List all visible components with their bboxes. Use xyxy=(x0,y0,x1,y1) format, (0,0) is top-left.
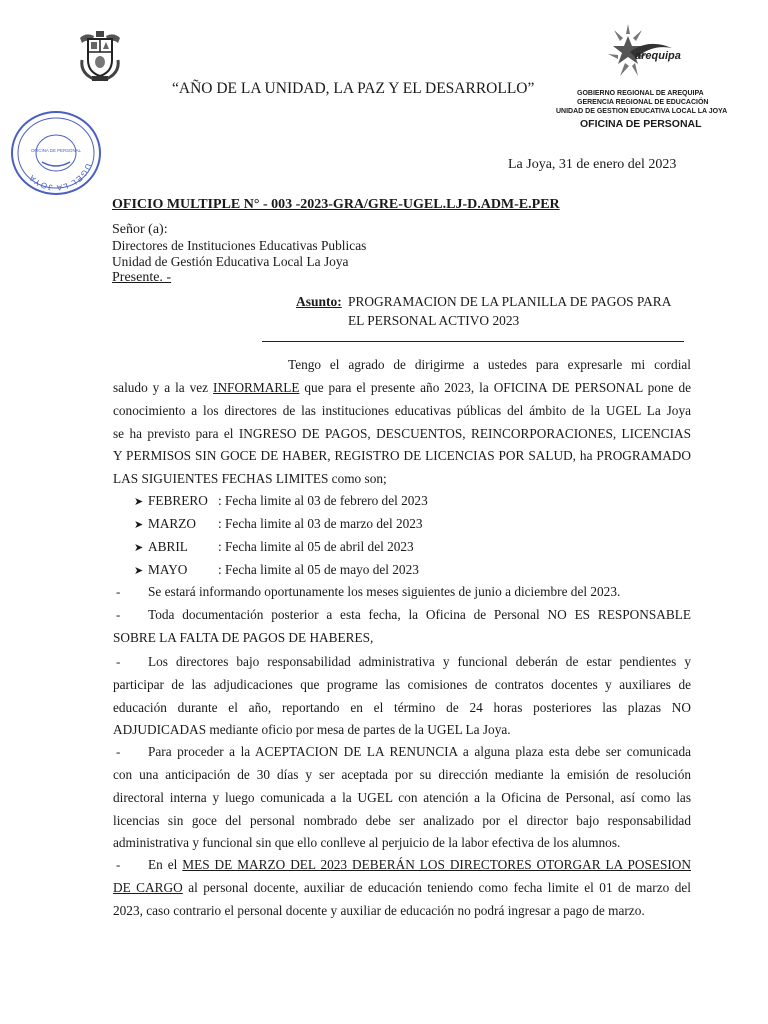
arrow-bullet-icon: ➤ xyxy=(134,565,144,577)
paragraph-line: Para proceder a la ACEPTACION DE LA RENUNCIA a alguna plaza esta debe ser comunicada xyxy=(148,744,691,759)
dash-bullet: - xyxy=(116,607,121,622)
paragraph-line: Y PERMISOS SIN GOCE DE HABER, REGISTRO DE LICENCIAS POR SALUD, ha PROGRAMADO xyxy=(113,448,691,463)
arrow-bullet-icon: ➤ xyxy=(134,496,144,508)
salutation: Señor (a): xyxy=(112,222,168,237)
document-date: La Joya, 31 de enero del 2023 xyxy=(508,157,677,172)
dash-bullet: - xyxy=(116,744,121,759)
paragraph-line: 2023, caso contrario el personal docente y auxiliar de educación no podrá ingresar a pago de marzo. xyxy=(113,903,645,918)
subject-divider xyxy=(262,341,684,342)
arrow-bullet-icon: ➤ xyxy=(134,519,144,531)
paragraph-line: administrativa y funcional sin que ello conlleve al perjuicio de la labor efectiva de los alumnos. xyxy=(113,835,621,850)
deadline-item: ➤ MAYO : Fecha limite al 05 de mayo del 2023 xyxy=(134,562,419,577)
paragraph-line: Toda documentación posterior a esta fecha, la Oficina de Personal NO ES RESPONSABLE xyxy=(148,607,691,622)
deadline-item: ➤ ABRIL : Fecha limite al 05 de abril del 2023 xyxy=(134,539,414,554)
motto-text: “AÑO DE LA UNIDAD, LA PAZ Y EL DESARROLLO” xyxy=(172,80,535,97)
recipient-line: Unidad de Gestión Educativa Local La Joya xyxy=(112,254,349,269)
recipient-line: Directores de Instituciones Educativas Publicas xyxy=(112,238,367,253)
org-line-2: GERENCIA REGIONAL DE EDUCACIÓN xyxy=(577,99,709,106)
subject-label: Asunto: xyxy=(296,294,342,309)
logo-text: arequipa xyxy=(635,50,681,62)
paragraph-line: conocimiento a los directores de las instituciones educativas públicas del ámbito de la UGEL La Joya xyxy=(113,403,691,418)
subject-text: EL PERSONAL ACTIVO 2023 xyxy=(348,313,520,328)
org-line-1: GOBIERNO REGIONAL DE AREQUIPA xyxy=(577,90,704,97)
paragraph-line: DE CARGO al personal docente, auxiliar de educación teniendo como fecha limite el 01 de marzo del xyxy=(113,880,691,895)
paragraph-line: ADJUDICADAS mediante oficio por mesa de partes de la UGEL La Joya. xyxy=(113,722,511,737)
subject-text: PROGRAMACION DE LA PLANILLA DE PAGOS PARA xyxy=(348,294,672,309)
paragraph-line: SOBRE LA FALTA DE PAGOS DE HABERES, xyxy=(113,630,374,645)
paragraph-line: saludo y a la vez INFORMARLE que para el presente año 2023, la OFICINA DE PERSONAL pone de xyxy=(113,380,691,395)
paragraph-line: se ha previsto para el INGRESO DE PAGOS, DESCUENTOS, REINCORPORACIONES, LICENCIAS xyxy=(113,426,691,441)
paragraph-line: con una anticipación de 30 días y ser aceptada por su dirección mediante la emisión de resolución xyxy=(113,767,691,782)
org-line-4: OFICINA DE PERSONAL xyxy=(580,118,702,130)
org-line-3: UNIDAD DE GESTION EDUCATIVA LOCAL LA JOYA xyxy=(556,108,728,115)
official-seal-stamp xyxy=(10,110,102,196)
emphasis-text: INFORMARLE xyxy=(213,380,300,395)
dash-bullet: - xyxy=(116,857,121,872)
emphasis-text: MES DE MARZO DEL 2023 DEBERÁN LOS DIRECTORES OTORGAR LA POSESION xyxy=(182,857,691,872)
coat-of-arms-icon xyxy=(76,30,124,82)
paragraph-line: Se estará informando oportunamente los meses siguientes de junio a diciembre del 2023. xyxy=(148,584,621,599)
dash-bullet: - xyxy=(116,584,121,599)
paragraph-line: educación durante el año, reportando en el término de 24 horas posteriores las plazas NO xyxy=(113,700,691,715)
dash-bullet: - xyxy=(116,654,121,669)
svg-text:UGEL LA JOYA xyxy=(27,162,93,192)
paragraph-line: licencias sin goce del personal nombrado debe ser analizado por el director bajo responsabilidad xyxy=(113,813,691,828)
paragraph-line: Tengo el agrado de dirigirme a ustedes para expresarle mi cordial xyxy=(288,357,691,372)
presente-line: Presente. - xyxy=(112,270,172,285)
paragraph-line: participar de las adjudicaciones que programe las comisiones de contratos docentes y auxiliares de xyxy=(113,677,691,692)
paragraph-line: LAS SIGUIENTES FECHAS LIMITES como son; xyxy=(113,471,387,486)
paragraph-line: En el MES DE MARZO DEL 2023 DEBERÁN LOS DIRECTORES OTORGAR LA POSESION xyxy=(148,857,691,872)
paragraph-line: Los directores bajo responsabilidad administrativa y funcional deberán de estar pendientes y xyxy=(148,654,691,669)
seal-text: UGEL LA JOYA xyxy=(26,162,93,193)
arequipa-logo-icon xyxy=(608,24,681,86)
emphasis-text: DE CARGO xyxy=(113,880,183,895)
reference-number: OFICIO MULTIPLE N° - 003 -2023-GRA/GRE-UGEL.LJ-D.ADM-E.PER xyxy=(112,197,560,212)
deadline-item: ➤ FEBRERO : Fecha limite al 03 de febrero del 2023 xyxy=(134,493,428,508)
paragraph-line: directoral interna y luego comunicada a la UGEL con atención a la Oficina de Personal, así como las xyxy=(113,790,691,805)
deadline-item: ➤ MARZO : Fecha limite al 03 de marzo del 2023 xyxy=(134,516,423,531)
seal-center-text: OFICINA DE PERSONAL xyxy=(30,148,82,153)
arrow-bullet-icon: ➤ xyxy=(134,542,144,554)
